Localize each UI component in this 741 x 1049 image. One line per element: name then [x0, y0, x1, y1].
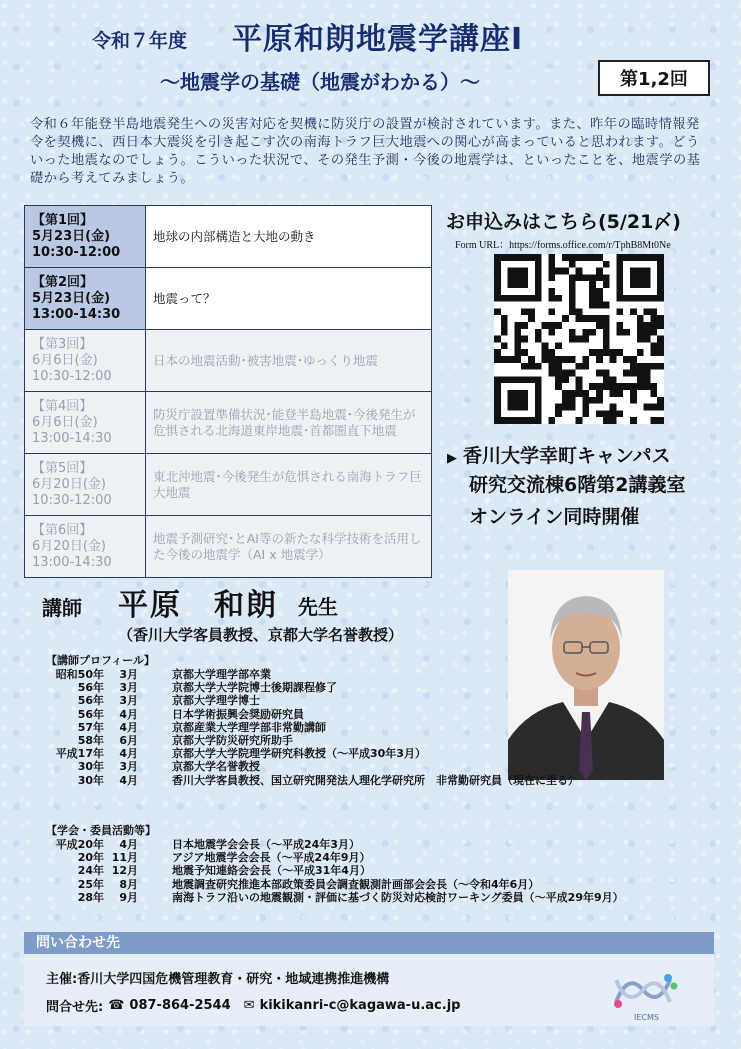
session-topic: 地震予測研究･とAI等の新たな科学技術を活用した今後の地震学（AI x 地震学）	[146, 516, 432, 578]
phone-icon: ☎	[108, 998, 125, 1013]
row-text: 香川大学客員教授、国立研究開発法人理化学研究所 非常勤研究員（現在に至る）	[172, 773, 579, 787]
subtitle: ～地震学の基礎（地震がわかる）～	[160, 70, 480, 94]
timeline-row	[46, 734, 579, 747]
timeline-row	[46, 708, 579, 721]
timeline-row	[46, 747, 579, 760]
session-topic: 地球の内部構造と大地の動き	[146, 206, 432, 268]
session-no: 【第4回】	[32, 398, 93, 414]
qr-code-graphic	[494, 254, 664, 424]
session-topic: 東北沖地震･今後発生が危惧される南海トラフ巨大地震	[146, 454, 432, 516]
iecms-logo	[598, 962, 688, 1024]
row-year: 平成17年	[55, 747, 104, 761]
row-month: 4月	[119, 747, 138, 761]
row-year: 58年	[77, 734, 104, 748]
session-no: 【第1回】	[32, 212, 94, 228]
venue-info	[447, 443, 685, 531]
row-year: 56年	[77, 681, 104, 695]
timeline-row	[46, 838, 624, 851]
intro-text: 令和６年能登半島地震発生への災害対応を契機に防災庁の設置が検討されています。また、昨年の臨時情報発令を契機に、西日本大震災を引き起こす次の南海トラフ巨大地震への関心が高まっていると思われます。どういった地震なのでしょう。こういった状況で、その発生予測・今後の地震学は、といったことを、地震学の基礎から考えてみましょう。	[30, 117, 701, 186]
lecturer-name: 平原 和朗	[118, 588, 278, 623]
session-no: 【第5回】	[32, 460, 93, 476]
lecturer-affiliation: （香川大学客員教授、京都大学名誉教授）	[118, 626, 404, 644]
timeline-row	[46, 760, 579, 773]
session-time: 13:00-14:30	[32, 554, 112, 570]
session-time: 10:30-12:00	[32, 368, 112, 384]
session-time: 13:00-14:30	[32, 306, 121, 322]
session-no: 【第2回】	[32, 274, 94, 290]
row-month: 6月	[119, 734, 138, 748]
schedule-row	[25, 330, 432, 392]
row-month: 12月	[111, 864, 138, 878]
triangle-bullet-icon: ▶	[447, 451, 457, 466]
email-address[interactable]: kikikanri-c@kagawa-u.ac.jp	[259, 998, 461, 1013]
qr-code[interactable]	[494, 254, 664, 424]
timeline-row	[46, 891, 624, 904]
profile-heading: 【講師プロフィール】	[46, 654, 155, 667]
row-text: 地震調査研究推進本部政策委員会調査観測計画部会会長（～令和4年6月）	[172, 877, 540, 891]
logo-text: IECMS	[634, 1013, 659, 1022]
organizer: 主催:香川大学四国危機管理教育・研究・地域連携推進機構	[46, 972, 390, 987]
phone-number[interactable]: 087-864-2544	[129, 998, 231, 1013]
form-url[interactable]: Form URL：https://forms.office.com/r/TphB8Mt0Ne	[455, 240, 671, 251]
row-text: 京都大学理学博士	[172, 694, 260, 708]
schedule-row	[25, 268, 432, 330]
session-date: 6月20日(金)	[32, 538, 106, 554]
row-text: アジア地震学会会長（～平成24年9月）	[172, 851, 371, 865]
timeline-row	[46, 864, 624, 877]
schedule-row	[25, 516, 432, 578]
timeline-row	[46, 721, 579, 734]
row-month: 8月	[119, 877, 138, 891]
row-month: 11月	[111, 851, 138, 865]
row-text: 京都大学防災研究所助手	[172, 734, 293, 748]
row-year: 30年	[77, 760, 104, 774]
row-year: 24年	[77, 864, 104, 878]
session-time: 10:30-12:00	[32, 244, 121, 260]
row-year: 昭和50年	[55, 668, 104, 681]
schedule-row	[25, 454, 432, 516]
lecturer-label: 講師	[42, 596, 82, 620]
row-text: 日本地震学会会長（～平成24年3月）	[172, 838, 360, 851]
row-year: 25年	[77, 877, 104, 891]
row-year: 20年	[77, 851, 104, 865]
row-text: 京都産業大学理学部非常勤講師	[172, 720, 326, 734]
row-text: 日本学術振興会奨励研究員	[172, 707, 304, 721]
contact-line	[46, 996, 460, 1015]
row-text: 京都大学大学院博士後期課程修了	[172, 681, 337, 695]
session-time: 10:30-12:00	[32, 492, 112, 508]
session-time: 13:00-14:30	[32, 430, 112, 446]
row-month: 4月	[119, 838, 138, 851]
activities-section	[46, 822, 624, 904]
row-text: 京都大学名誉教授	[172, 760, 260, 774]
lecturer-honorific: 先生	[298, 595, 338, 619]
session-no: 【第6回】	[32, 522, 93, 538]
row-month: 3月	[119, 760, 138, 774]
timeline-row	[46, 681, 579, 694]
schedule-row	[25, 392, 432, 454]
venue-line2: 研究交流棟6階第2講義室	[469, 474, 686, 496]
session-topic: 日本の地震活動･被害地震･ゆっくり地震	[146, 330, 432, 392]
schedule-table	[24, 205, 432, 578]
row-month: 4月	[119, 720, 138, 734]
activities-list	[46, 838, 624, 904]
activities-heading: 【学会・委員活動等】	[46, 824, 156, 837]
session-date: 6月20日(金)	[32, 476, 106, 492]
session-date: 5月23日(金)	[32, 228, 111, 244]
row-year: 57年	[77, 720, 104, 734]
timeline-row	[46, 851, 624, 864]
timeline-row	[46, 878, 624, 891]
row-month: 9月	[119, 890, 138, 904]
row-year: 56年	[77, 694, 104, 708]
row-month: 3月	[119, 681, 138, 695]
tel-label: 問合せ先:	[46, 1000, 104, 1015]
session-topic: 地震って？	[146, 268, 432, 330]
session-date: 6月6日(金)	[32, 414, 98, 430]
session-topic: 防災庁設置準備状況･能登半島地震･今後発生が危惧される北海道東岸地震･首都圏直下地震	[146, 392, 432, 454]
row-text: 地震予知連絡会会長（～平成31年4月）	[172, 864, 371, 878]
profile-section	[46, 652, 579, 787]
row-year: 56年	[77, 707, 104, 721]
page-title: 平原和朗地震学講座Ⅰ	[232, 22, 524, 57]
timeline-row	[46, 694, 579, 707]
row-year: 28年	[77, 890, 104, 904]
session-no: 【第3回】	[32, 336, 93, 352]
session-date: 5月23日(金)	[32, 290, 111, 306]
mail-icon: ✉	[243, 998, 255, 1013]
timeline-row	[46, 774, 579, 787]
row-month: 4月	[119, 773, 138, 787]
apply-heading: お申込みはこちら(5/21〆)	[446, 211, 681, 233]
row-year: 平成20年	[55, 838, 104, 851]
row-month: 3月	[119, 668, 138, 681]
timeline-row	[46, 668, 579, 681]
session-date: 6月6日(金)	[32, 352, 98, 368]
row-month: 4月	[119, 707, 138, 721]
profile-list	[46, 668, 579, 787]
row-month: 3月	[119, 694, 138, 708]
title-prefix: 令和７年度	[92, 30, 188, 52]
venue-online: オンライン同時開催	[469, 506, 640, 528]
contact-heading: 問い合わせ先	[24, 932, 714, 954]
row-text: 京都大学理学部卒業	[172, 668, 271, 681]
row-year: 30年	[77, 773, 104, 787]
row-text: 京都大学大学院理学研究科教授（～平成30年3月）	[172, 747, 426, 761]
schedule-row	[25, 206, 432, 268]
venue-line1: 香川大学幸町キャンパス	[463, 445, 671, 467]
session-tag: 第1,2回	[598, 60, 710, 96]
row-text: 南海トラフ沿いの地震観測・評価に基づく防災対応検討ワーキング委員（～平成29年9月）	[172, 890, 624, 904]
